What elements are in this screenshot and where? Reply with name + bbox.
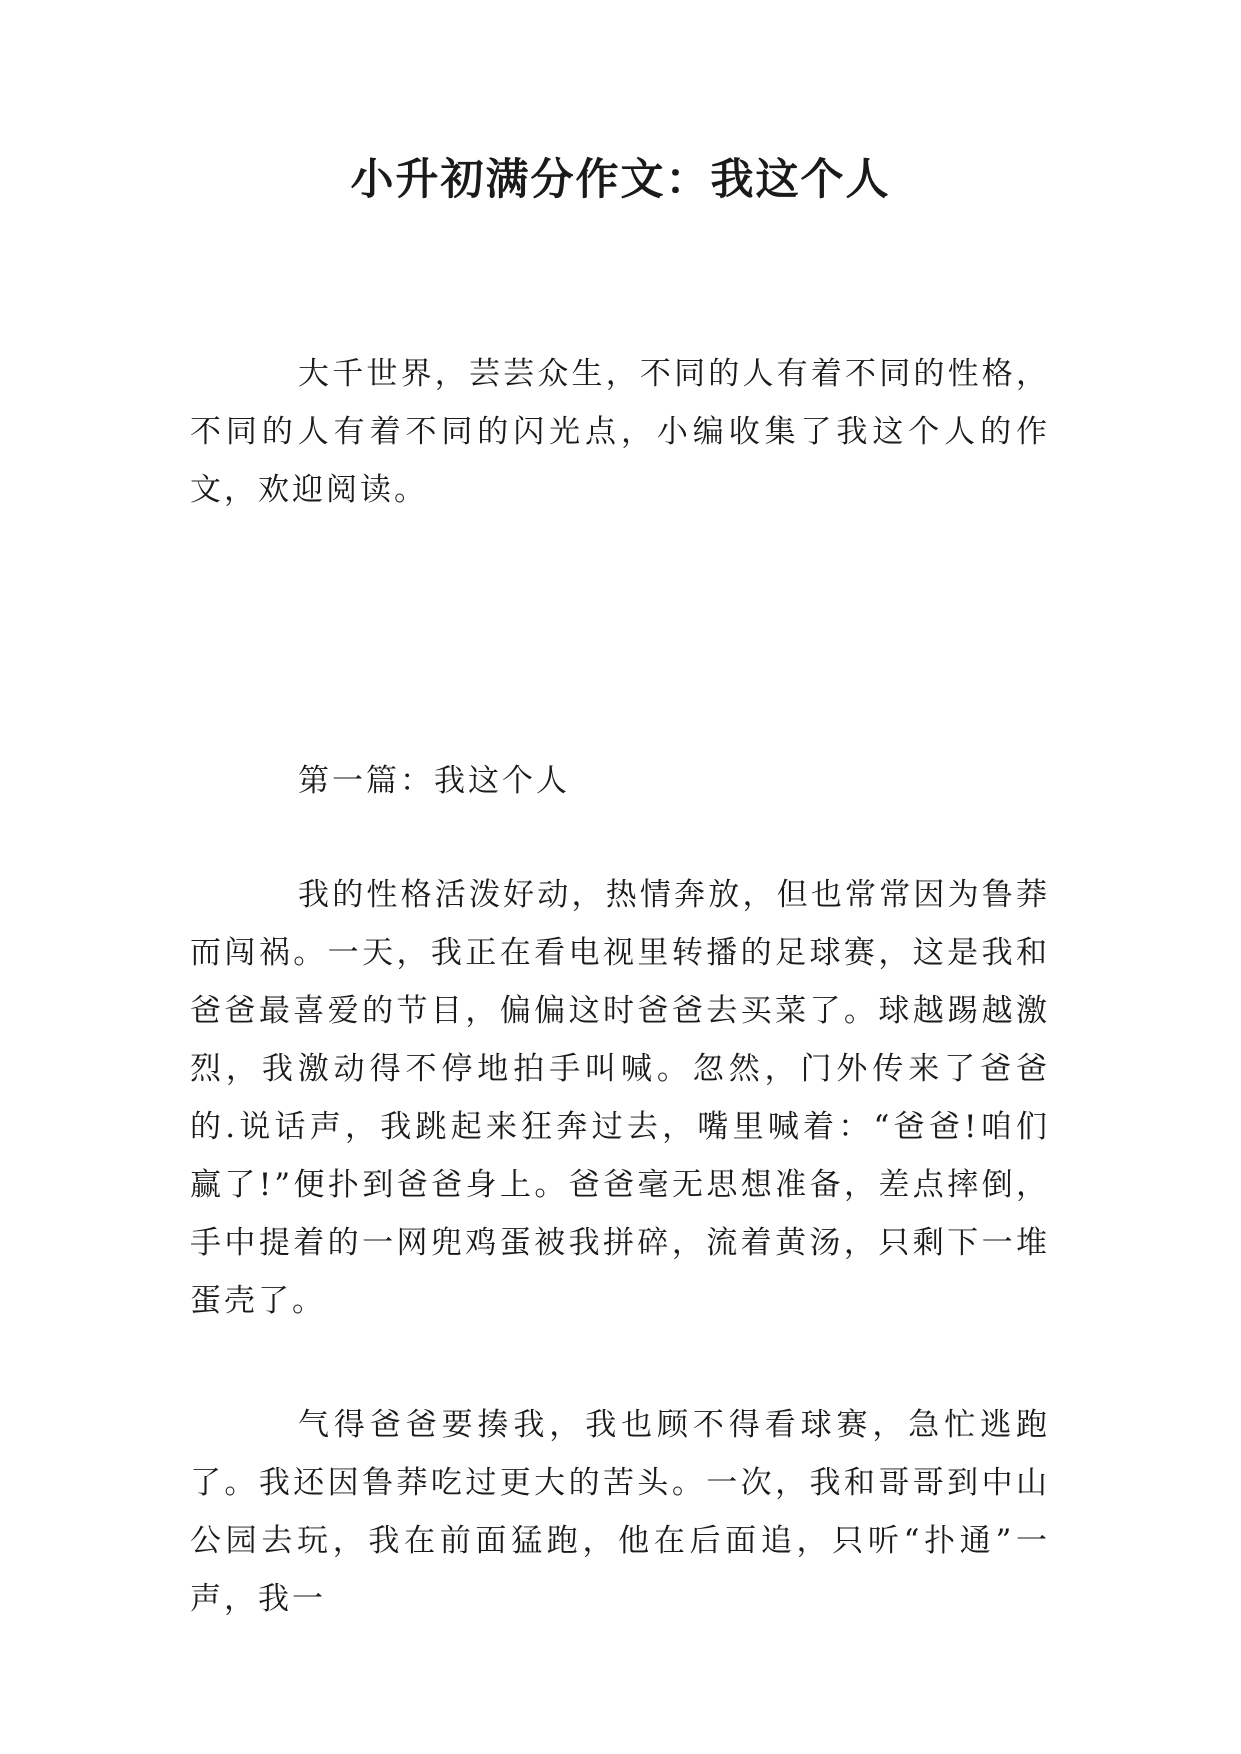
body-paragraph-2: 气得爸爸要揍我，我也顾不得看球赛，急忙逃跑了。我还因鲁莽吃过更大的苦头。一次，我和哥哥到中山公园去玩，我在前面猛跑，他在后面追，只听“扑通”一声，我一 [190, 1407, 1050, 1617]
body-block-2 [190, 1396, 1050, 1628]
intro-block [190, 345, 1050, 519]
body-block-1 [190, 866, 1050, 1330]
body-paragraph-1: 我的性格活泼好动，热情奔放，但也常常因为鲁莽而闯祸。一天，我正在看电视里转播的足球赛，这是我和爸爸最喜爱的节目，偏偏这时爸爸去买菜了。球越踢越激烈，我激动得不停地拍手叫喊。忽然，门外传来了爸爸的.说话声，我跳起来狂奔过去，嘴里喊着：“爸爸!咱们赢了!”便扑到爸爸身上。爸爸毫无思想准备，差点摔倒，手中提着的一网兜鸡蛋被我拼碎，流着黄汤，只剩下一堆蛋壳了。 [190, 877, 1050, 1319]
document-title: 小升初满分作文：我这个人 [350, 155, 891, 205]
section-heading-block [190, 752, 1050, 810]
intro-paragraph: 大千世界，芸芸众生，不同的人有着不同的性格，不同的人有着不同的闪光点，小编收集了我这个人的作文，欢迎阅读。 [190, 356, 1050, 508]
section-heading: 第一篇：我这个人 [298, 763, 570, 799]
